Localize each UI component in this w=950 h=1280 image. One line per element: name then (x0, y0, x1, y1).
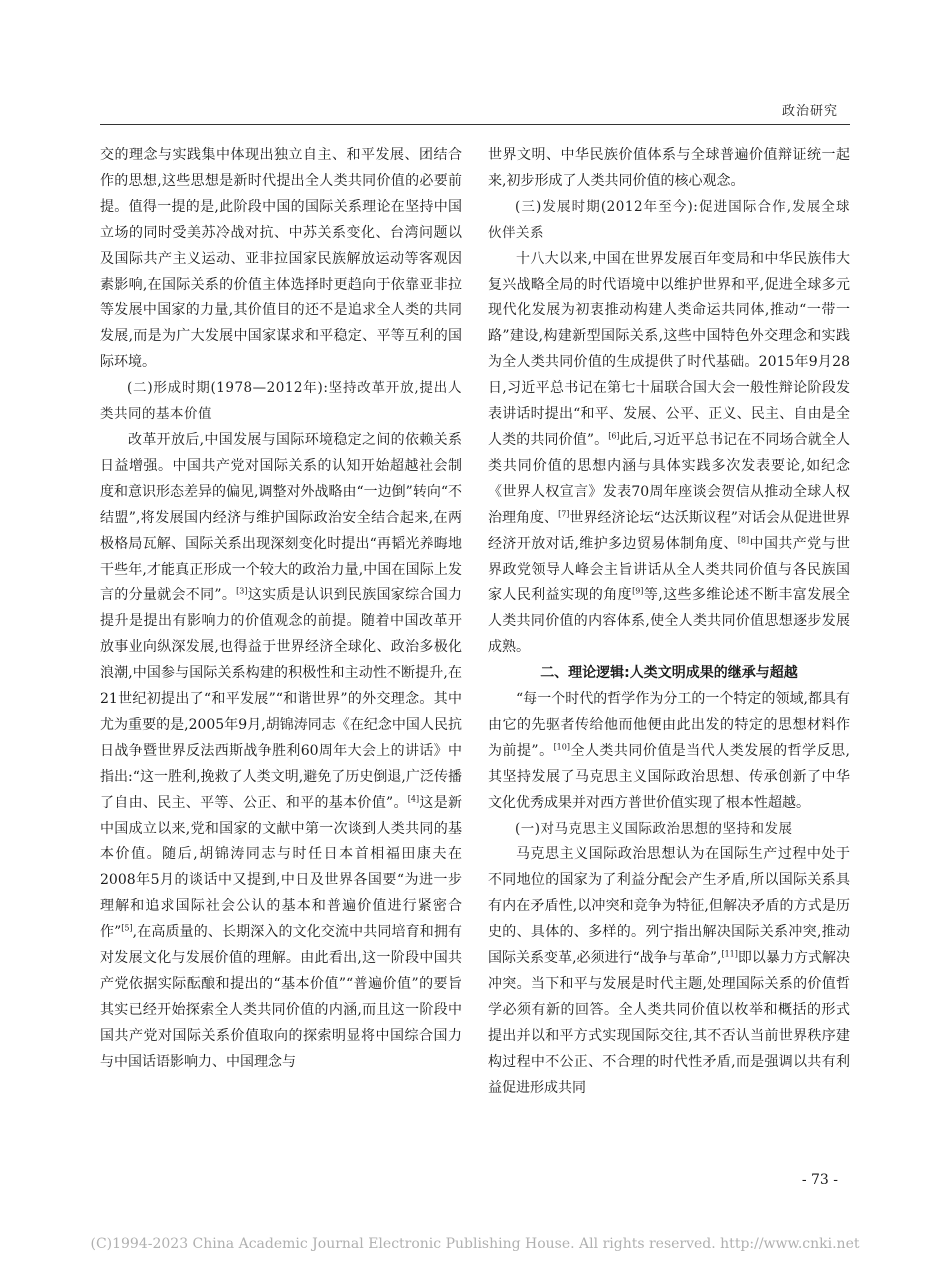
text-run: 中国共产党与世界政党领导人峰会主旨讲话从全人类共同价值与各民族国家人民利益实现的角度 (488, 535, 850, 604)
footnote-ref: [6] (608, 431, 620, 441)
footnote-ref: [5] (121, 923, 133, 933)
copyright-notice: (C)1994-2023 China Academic Journal Electronic Publishing House. All rights reserved. http://www.cnki.net (90, 1236, 860, 1252)
subsection-heading: (三)发展时期(2012年至今):促进国际合作,发展全球伙伴关系 (488, 198, 850, 241)
footnote-ref: [11] (721, 949, 738, 959)
text-run: 改革开放后,中国发展与国际环境稳定之间的依赖关系日益增强。中国共产党对国际关系的认知开始超越社会制度和意识形态差异的偏见,调整对外战略由“一边倒”转向“不结盟”,将发展国内经济与维护国际政治安全结合起来,在两极格局瓦解、国际关系出现深刻变化时提出“再韬光养晦地干些年,才能真正形成一个较大的政治力量,中国在国际上发言的分量就会不同”。 (100, 431, 462, 604)
footnote-ref: [4] (407, 794, 420, 803)
text-run: 世界经济论坛“达沃斯议程”对话会从促进世界经济开放对话,维护多边贸易体制角度、 (488, 509, 851, 552)
text-run: 此后,习近平总书记在不同场合就全人类共同价值的思想内涵与具体实践多次发表要论,如纪念《世界人权宣言》发表70周年座谈会贺信从推动全球人权治理角度、 (488, 431, 850, 526)
paragraph (100, 428, 462, 1076)
text-run: 马克思主义国际政治思想认为在国际生产过程中处于不同地位的国家为了利益分配会产生矛盾,所以国际关系具有内在矛盾性,以冲突和竞争为特征,但解决矛盾的方式是历史的、具体的、多样的。列宁指出解决国际关系冲突,推动国际关系变革,必须进行“战争与革命”, (488, 846, 850, 967)
paragraph: 交的理念与实践集中体现出独立自主、和平发展、团结合作的思想,这些思想是新时代提出全人类共同价值的必要前提。值得一提的是,此阶段中国的国际关系理论在坚持中国立场的同时受美苏冷战对抗、中苏关系变化、台湾问题以及国际共产主义运动、亚非拉国家民族解放运动等客观因素影响,在国际关系的价值主体选择时更趋向于依靠亚非拉等发展中国家的力量,其价值目的还不是追求全人类的共同发展,而是为广大发展中国家谋求和平稳定、平等互利的国际环境。 (100, 147, 462, 371)
header-rule (100, 124, 850, 125)
paragraph (488, 687, 850, 817)
journal-name: 政治研究 (781, 104, 838, 119)
text-run: “每一个时代的哲学作为分工的一个特定的领域,都具有由它的先驱者传给他而他便由此出发的特定的思想材料作为前提”。 (488, 691, 850, 759)
section-heading: 二、理论逻辑:人类文明成果的继承与超越 (540, 665, 798, 682)
footnote-ref: [3] (236, 586, 248, 596)
text-run: 这是新中国成立以来,党和国家的文献中第一次谈到人类共同的基本价值。随后,胡锦涛同志与时任日本首相福田康夫在2008年5月的谈话中又提到,中日及世界各国要“为进一步理解和追求国际社会公认的基本和普遍价值进行紧密合作” (100, 794, 463, 941)
paragraph: 世界文明、中华民族价值体系与全球普遍价值辩证统一起来,初步形成了人类共同价值的核心观念。 (488, 147, 850, 189)
text-run: 十八大以来,中国在世界发展百年变局和中华民族伟大复兴战略全局的时代语境中以维护世界和平,促进全球多元现代化发展为初衷推动构建人类命运共同体,推动“一带一路”建设,构建新型国际关系,这些中国特色外交理念和实践为全人类共同价值的生成提供了时代基础。2015年9月28日,习近平总书记在第七十届联合国大会一般性辩论阶段发表讲话时提出“和平、发展、公平、正义、民主、自由是全人类的共同价值”。 (488, 250, 850, 448)
paragraph (488, 247, 850, 662)
subsection-heading: (一)对马克思主义国际政治思想的坚持和发展 (515, 820, 793, 837)
footnote-ref: [7] (558, 509, 570, 519)
text-run: 等,这些多维论述不断丰富发展全人类共同价值的内容体系,使全人类共同价值思想逐步发展成熟。 (488, 587, 851, 656)
page-number: - 73 - (801, 1172, 838, 1188)
paragraph (488, 842, 850, 1101)
text-run: 即以暴力方式解决冲突。当下和平与发展是时代主题,处理国际关系的价值哲学必须有新的回答。全人类共同价值以枚举和概括的形式提出并以和平方式实现国际交往,其不否认当前世界秩序建构过程中不公正、不合理的时代性矛盾,而是强调以共有利益促进形成共同 (488, 950, 851, 1096)
text-run: ,在高质量的、长期深入的文化交流中共同培育和拥有对发展文化与发展价值的理解。由此看出,这一阶段中国共产党依据实际酝酿和提出的“基本价值”“普遍价值”的要旨其实已经开始探索全人类共同价值的内涵,而且这一阶段中国共产党对国际关系价值取向的探索明显将中国综合国力与中国话语影响力、中国理念与 (100, 924, 462, 1070)
text-run: 这实质是认识到民族国家综合国力提升是提出有影响力的价值观念的前提。随着中国改革开放事业向纵深发展,也得益于世界经济全球化、政治多极化浪潮,中国参与国际关系构建的积极性和主动性不断提升,在21世纪初提出了“和平发展”“和谐世界”的外交理念。其中尤为重要的是,2005年9月,胡锦涛同志《在纪念中国人民抗日战争暨世界反法西斯战争胜利60周年大会上的讲话》中指出:“这一胜利,挽救了人类文明,避免了历史倒退,广泛传播了自由、民主、平等、公正、和平的基本价值”。 (100, 587, 462, 811)
subsection-heading: (二)形成时期(1978—2012年):坚持改革开放,提出人类共同的基本价值 (100, 380, 462, 423)
footnote-ref: [8] (737, 534, 750, 544)
right-column (488, 143, 850, 1102)
text-run: 全人类共同价值是当代人类发展的哲学反思,其坚持发展了马克思主义国际政治思想、传承创新了中华文化优秀成果并对西方普世价值实现了根本性超越。 (488, 742, 850, 811)
footnote-ref: [9] (632, 586, 644, 596)
left-column (100, 143, 462, 1076)
footnote-ref: [10] (553, 742, 570, 752)
